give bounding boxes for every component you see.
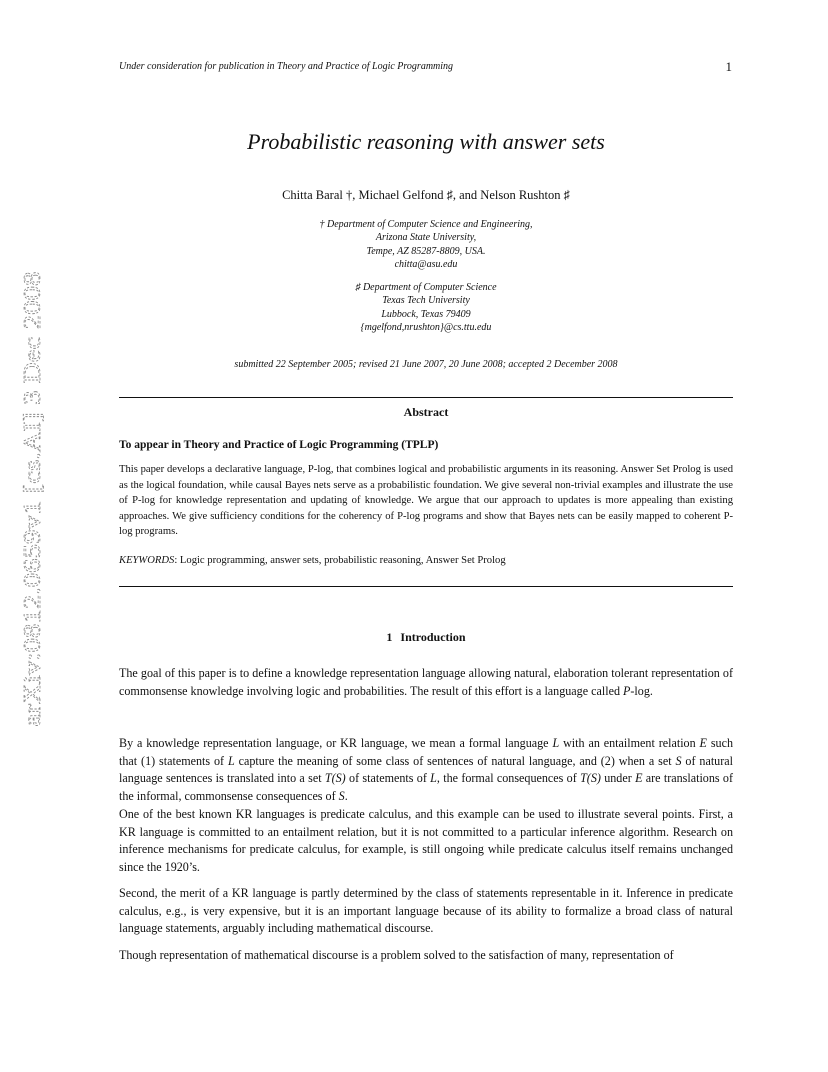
text-run: of natural language sentences is translated into a set [119,753,733,786]
paragraph: One of the best known KR languages is predicate calculus, and this example can be used to illustrate several points. First, a KR language is committed to an entailment relation, but it is not committed to a particular inference algorithm. Research on inference mechanisms for predicate calculus, for example, is still ongoing while predicate calculus itself remains unchanged since the 1920’s. [119,807,733,875]
math-symbol: T [580,771,587,786]
keywords-list: : Logic programming, answer sets, probabilistic reasoning, Answer Set Prolog [174,555,506,566]
math-symbol: (S) [586,771,601,786]
paragraph: Though representation of mathematical discourse is a problem solved to the satisfaction of many, representation of [119,948,674,962]
text-run: , the formal consequences of [436,771,581,786]
text-run: are translations of the informal, commonsense consequences of [119,771,733,804]
text-run: with an entailment relation [559,736,700,750]
math-symbol: S [338,789,345,804]
affiliation-line: ♯ Department of Computer Science [355,282,497,293]
text-run: . [344,789,348,804]
math-symbol: L [227,753,235,768]
abstract-top-rule [119,397,733,398]
text-run: of statements of [345,771,431,786]
authors: Chitta Baral †, Michael Gelfond ♯, and Nelson Rushton ♯ [282,188,570,202]
affiliation-line: Lubbock, Texas 79409 [381,308,471,320]
paragraph: Second, the merit of a KR language is partly determined by the class of statements representable in it. Inference in predicate calculus, e.g., is very expensive, but it is an important language because of its ability to formalize a broad class of natural language statements, arguably including mathematical discourse. [119,886,733,936]
section-heading [119,630,733,645]
appear-in-notice: To appear in Theory and Practice of Logic Programming (TPLP) [119,439,439,451]
text-run: The goal of this paper is to define a knowledge representation language allowing natural, elaboration tolerant representation of commonsense knowledge involving logic and probabilities. The result of this effort is a language called [119,666,733,698]
math-symbol: (S) [331,771,346,786]
keywords-label: KEYWORDS [119,555,175,566]
arxiv-stamp-text: arXiv:0812.0659v1 [cs.AI] 3 Dec 2008 [19,341,46,727]
abstract-heading: Abstract [403,405,449,419]
paragraph [119,665,733,700]
math-symbol: L [430,771,437,786]
paper-title: Probabilistic reasoning with answer sets [247,129,605,154]
affiliation-email: {mgelfond,nrushton}@cs.ttu.edu [360,322,492,334]
affiliation-ttu [119,281,733,335]
math-symbol: S [675,753,682,768]
text-run: capture the meaning of some class of sentences of natural language, and (2) when a set [234,753,676,768]
paragraph [119,735,733,806]
math-symbol: T [324,771,332,786]
arxiv-side-stamp [18,269,48,729]
abstract-text: This paper develops a declarative language, P-log, that combines logical and probabilistic arguments in its reasoning. Answer Set Prolog is used as the logical foundation, while causal Bayes nets serve as a probabilistic foundation. We give several non-trivial examples and illustrate the use of P-log for knowledge representation and updating of knowledge. We argue that our approach to updates is more appealing than existing approaches. We give sufficiency conditions for the coherency of P-log programs and show that Bayes nets can be easily mapped to coherent P-log programs. [119,464,733,538]
affiliation-asu [119,218,733,272]
section-number: 1 [386,630,393,644]
affiliation-line: † Department of Computer Science and Engineering, [319,219,533,230]
text-run: under [600,771,636,786]
text-run-italic: P [623,683,631,698]
keywords [119,555,733,566]
affiliation-line: Tempe, AZ 85287-8809, USA. [366,245,486,257]
text-run: -log. [630,683,653,698]
affiliation-line: Texas Tech University [382,295,470,307]
page-number: 1 [725,59,732,74]
text-run: such that (1) statements of [119,736,733,768]
section-title: Introduction [400,630,466,644]
running-head: Under consideration for publication in Theory and Practice of Logic Programming [119,61,454,72]
math-symbol: E [699,736,707,750]
submission-dates: submitted 22 September 2005; revised 21 June 2007, 20 June 2008; accepted 2 December 2008 [234,359,618,370]
abstract-bottom-rule [119,586,733,587]
affiliation-email: chitta@asu.edu [394,259,458,271]
math-symbol: L [552,736,560,750]
affiliation-line: Arizona State University, [375,232,477,244]
math-symbol: E [635,771,643,786]
text-run: By a knowledge representation language, or KR language, we mean a formal language [119,736,553,750]
